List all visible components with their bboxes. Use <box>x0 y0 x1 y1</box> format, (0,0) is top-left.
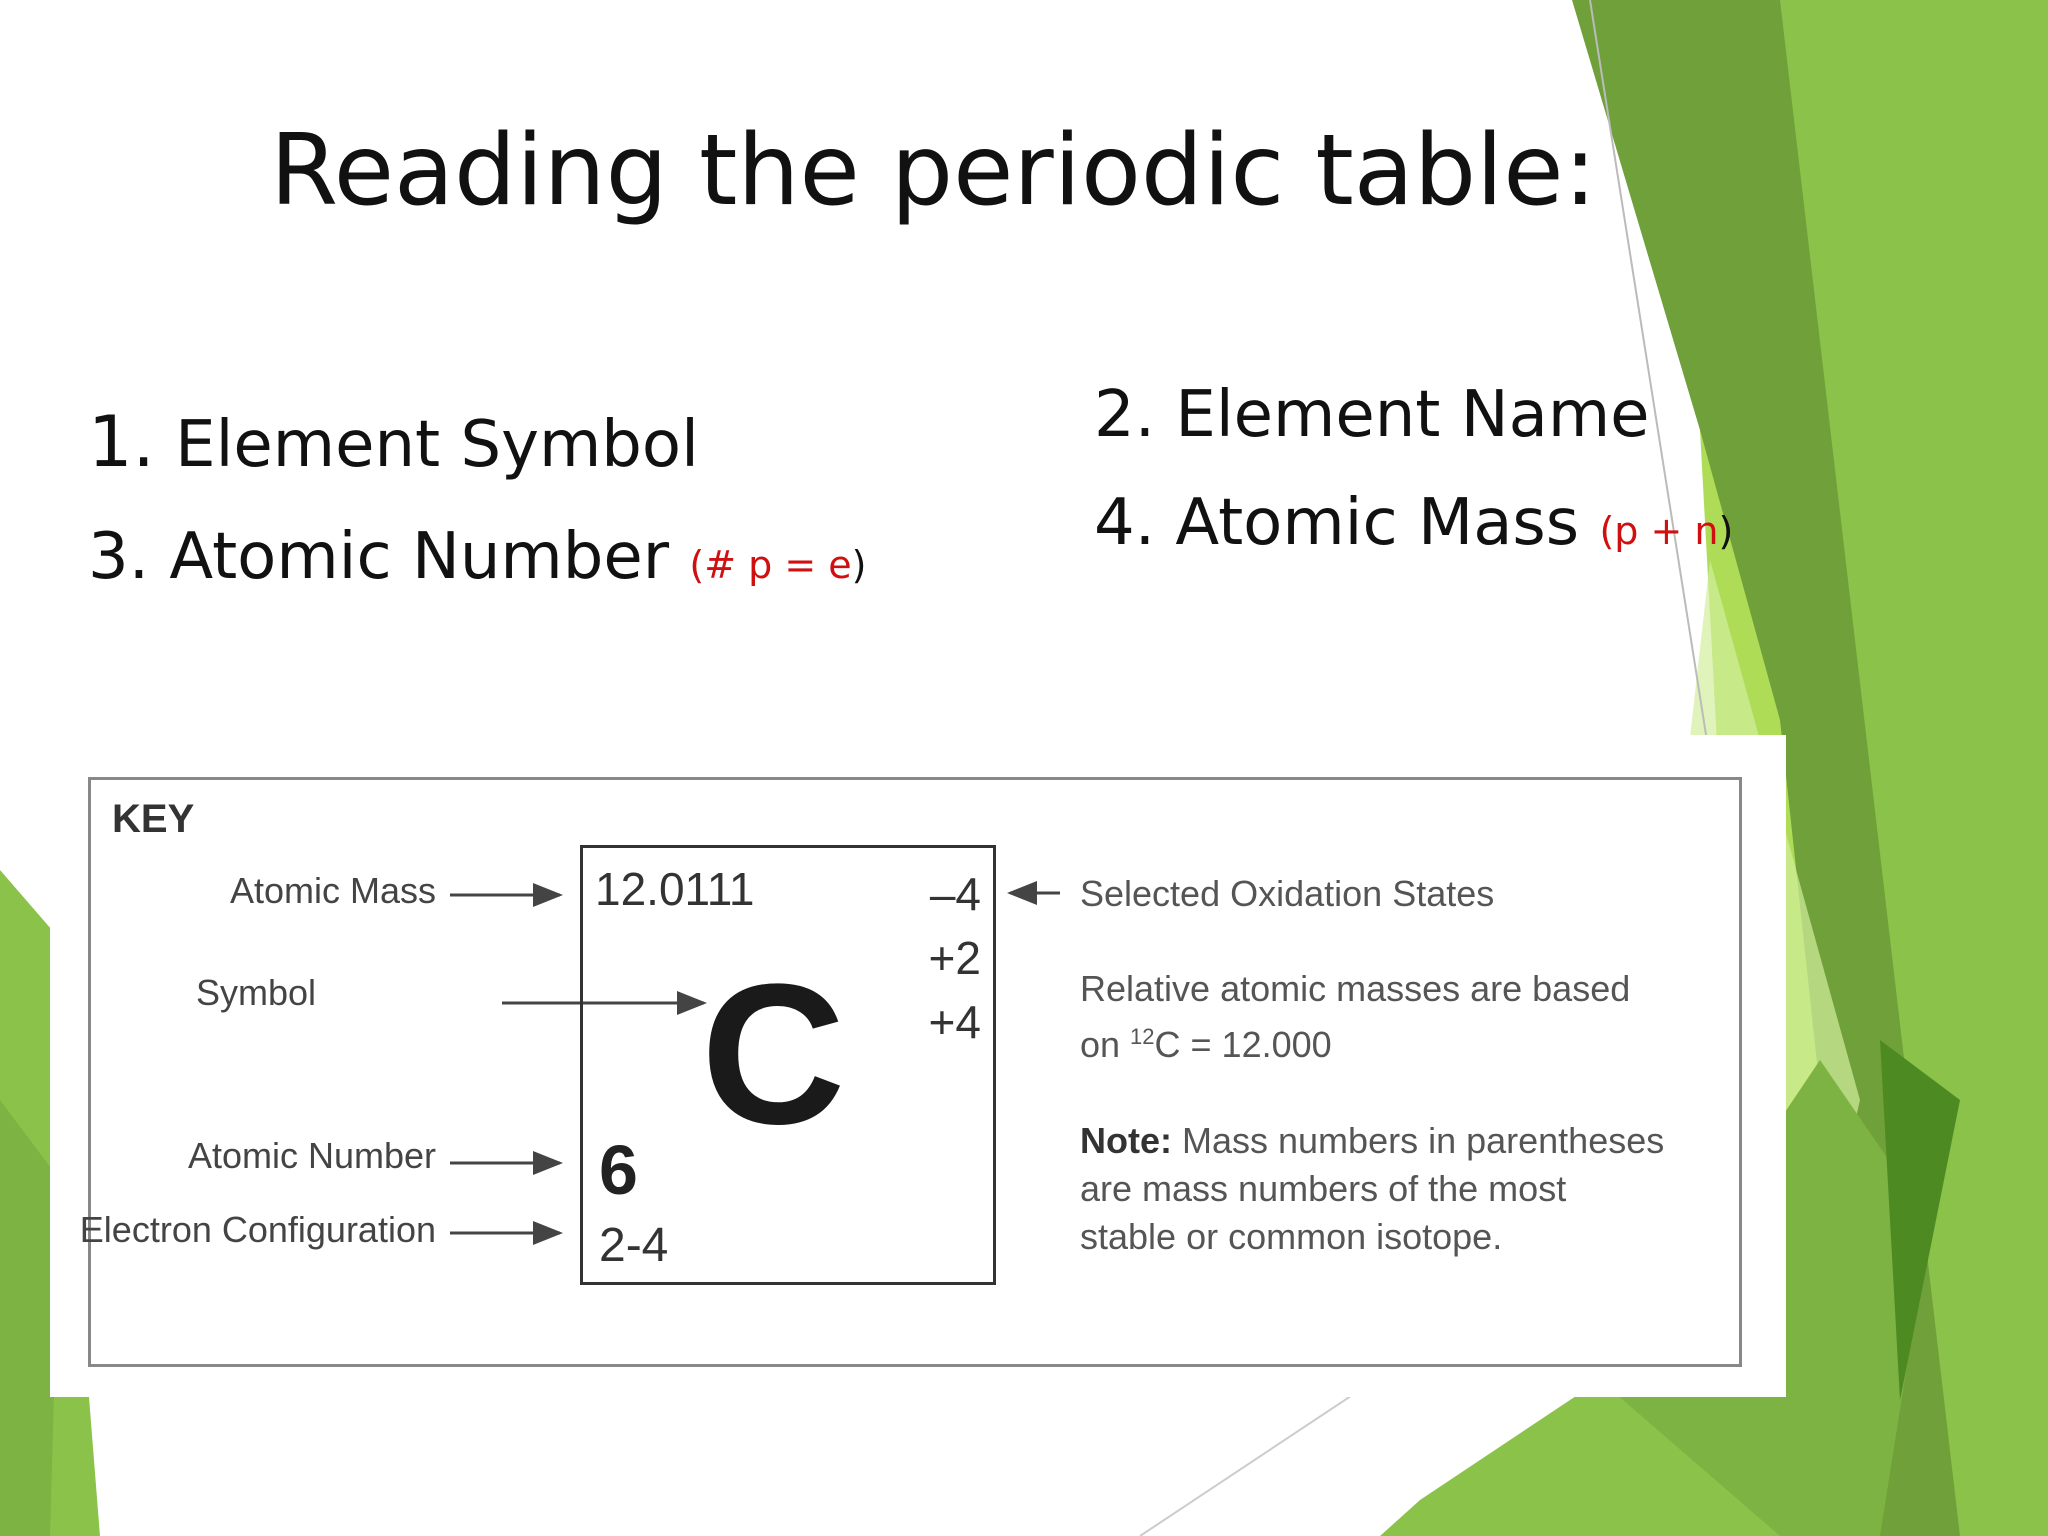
bullet-note: (p + n <box>1599 509 1719 553</box>
bullet-note-close: ) <box>851 543 867 587</box>
label-symbol: Symbol <box>195 972 316 1013</box>
bullet-atomic-mass <box>1094 488 1733 558</box>
bullet-number: 1. <box>88 401 155 483</box>
note-line: are mass numbers of the most <box>1080 1168 1567 1209</box>
bullet-label: 4. Atomic Mass <box>1094 486 1580 560</box>
element-oxidation-states <box>929 862 981 1054</box>
bullet-note-close: ) <box>1718 509 1734 553</box>
element-symbol: C <box>701 943 846 1166</box>
label-atomic-number: Atomic Number <box>187 1135 436 1176</box>
oxidation-states-label: Selected Oxidation States <box>1080 873 1495 914</box>
mass-number-note <box>1080 1117 1664 1261</box>
relative-mass-note <box>1080 965 1630 1069</box>
bullet-element-symbol <box>88 401 699 483</box>
relative-mass-line: Relative atomic masses are based <box>1080 968 1631 1009</box>
relative-mass-line <box>1080 1013 1630 1069</box>
bullet-note: (# p = e <box>689 543 852 587</box>
element-tile <box>580 845 996 1285</box>
bullet-label: 2. Element Name <box>1094 378 1650 452</box>
key-title: KEY <box>112 797 195 841</box>
oxidation-state: –4 <box>929 868 981 920</box>
note-line <box>1080 1117 1664 1165</box>
relative-superscript: 12 <box>1130 1024 1155 1049</box>
periodic-key-image <box>50 735 1786 1397</box>
note-line: stable or common isotope. <box>1080 1216 1503 1257</box>
oxidation-state: +2 <box>928 932 981 984</box>
note-bold: Note: <box>1080 1120 1172 1161</box>
oxidation-state: +4 <box>928 996 981 1048</box>
relative-suffix: C = 12.000 <box>1154 1024 1332 1065</box>
relative-prefix: on <box>1080 1024 1131 1065</box>
note-text: Mass numbers in parentheses <box>1172 1120 1665 1161</box>
bullet-label: 3. Atomic Number <box>88 520 670 594</box>
element-atomic-number: 6 <box>599 1131 638 1209</box>
element-electron-configuration: 2-4 <box>599 1219 669 1272</box>
label-atomic-mass: Atomic Mass <box>229 870 436 911</box>
bullet-label: Element Symbol <box>175 408 699 482</box>
element-mass: 12.0111 <box>595 863 755 915</box>
label-electron-configuration: Electron Configuration <box>79 1209 436 1250</box>
bullet-element-name <box>1094 380 1650 450</box>
slide-title: Reading the periodic table: <box>270 114 1597 228</box>
bullet-atomic-number <box>88 522 866 592</box>
